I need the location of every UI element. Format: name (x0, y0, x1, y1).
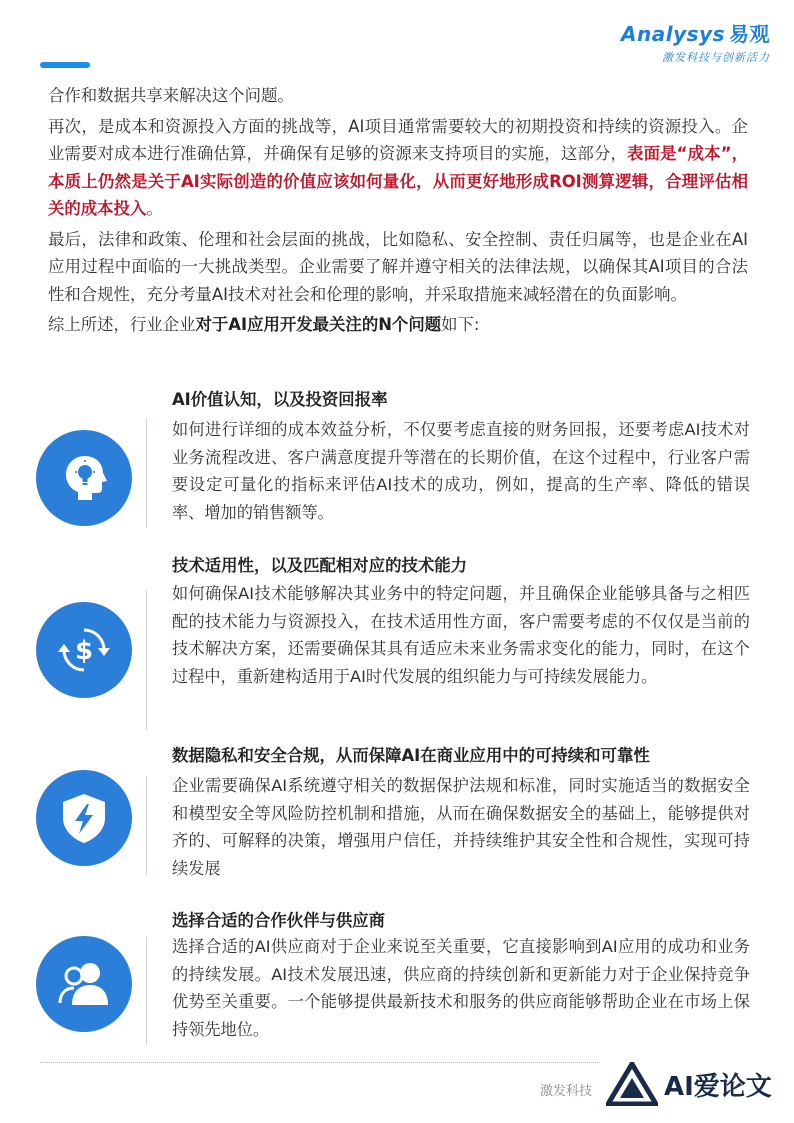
item-title: AI价值认知，以及投资回报率 (172, 390, 388, 409)
item-title: 选择合适的合作伙伴与供应商 (172, 911, 386, 930)
item-title: 数据隐私和安全合规，从而保障AI在商业应用中的可持续和可靠性 (172, 746, 650, 765)
item-divider (146, 590, 147, 730)
footer-tagline: 激发科技 (540, 1084, 593, 1099)
paragraph-1: 合作和数据共享来解决这个问题。 (48, 86, 294, 105)
footer-divider (40, 1062, 600, 1063)
paragraph-2 (48, 113, 748, 223)
paragraph-4 (48, 311, 748, 339)
svg-text:$: $ (74, 636, 94, 666)
head-lightbulb-icon (36, 430, 132, 526)
logo-title (600, 18, 770, 47)
header-accent-bar (40, 62, 90, 68)
paragraph-4-text: 综上所述，行业企业 (48, 315, 196, 334)
shield-bolt-icon (36, 770, 132, 866)
users-icon (36, 936, 132, 1032)
paragraph-4-bold: 对于AI应用开发最关注的N个问题 (195, 315, 442, 334)
item-divider (146, 937, 147, 1045)
item-body: 如何确保AI技术能够解决其业务中的特定问题，并且确保企业能够具备与之相匹配的技术能力与资源投入，在技术适用性方面，客户需要考虑的不仅仅是当前的技术解决方案，还需要确保其具有适应未来业务需求变化的能力，同时，在这个过程中，重新建构适用于AI时代发展的组织能力与可持续发展能力。 (172, 584, 750, 686)
footer-brand-text: AI爱论文 (664, 1071, 772, 1102)
paragraph-3: 最后，法律和政策、伦理和社会层面的挑战，比如隐私、安全控制、责任归属等，也是企业在AI应用过程中面临的一大挑战类型。企业需要了解并遵守相关的法律法规，以确保其AI项目的合法性和合规性，充分考量AI技术对社会和伦理的影响，并采取措施来减轻潜在的负面影响。 (48, 229, 748, 304)
item-divider (146, 418, 147, 528)
watermark-logo-icon (606, 1062, 658, 1106)
item-body: 选择合适的AI供应商对于企业来说至关重要，它直接影响到AI应用的成功和业务的持续发展。AI技术发展迅速，供应商的持续创新和更新能力对于企业保持竞争优势至关重要。一个能够提供最新技术和服务的供应商能够帮助企业在市场上保持领先地位。 (172, 937, 750, 1039)
dollar-cycle-icon (36, 602, 132, 698)
intro-text (48, 82, 748, 342)
logo-en: Analysys (621, 22, 725, 46)
item-title: 技术适用性，以及匹配相对应的技术能力 (172, 556, 468, 575)
item-body: 企业需要确保AI系统遵守相关的数据保护法规和标准，同时实施适当的数据安全和模型安全等风险防控机制和措施，从而在确保数据安全的基础上，能够提供对齐的、可解释的决策，增强用户信任，并持续维护其安全性和合规性，实现可持续发展 (172, 776, 750, 878)
paragraph-2-highlight: 表面是“成本”，本质上仍然是关于AI实际创造的价值应该如何量化，从而更好地形成ROI测算逻辑，合理评估相关的成本投入 (48, 144, 749, 218)
item-body: 如何进行详细的成本效益分析，不仅要考虑直接的财务回报，还要考虑AI技术对业务流程改进、客户满意度提升等潜在的长期价值，在这个过程中，行业客户需要设定可量化的指标来评估AI技术的成功，例如，提高的生产率、降低的错误率、增加的销售额等。 (172, 420, 750, 522)
paragraph-2-end: 。 (146, 199, 163, 218)
brand-logo (600, 18, 770, 68)
logo-tagline: 激发科技与创新活力 (662, 51, 770, 64)
logo-cn: 易观 (729, 22, 770, 46)
footer-watermark (606, 1062, 772, 1106)
paragraph-4-end: 如下: (441, 315, 480, 334)
item-divider (146, 776, 147, 876)
paragraph-2-text: 再次，是成本和资源投入方面的挑战等，AI项目通常需要较大的初期投资和持续的资源投入。企业需要对成本进行准确估算，并确保有足够的资源来支持项目的实施，这部分， (48, 116, 748, 163)
